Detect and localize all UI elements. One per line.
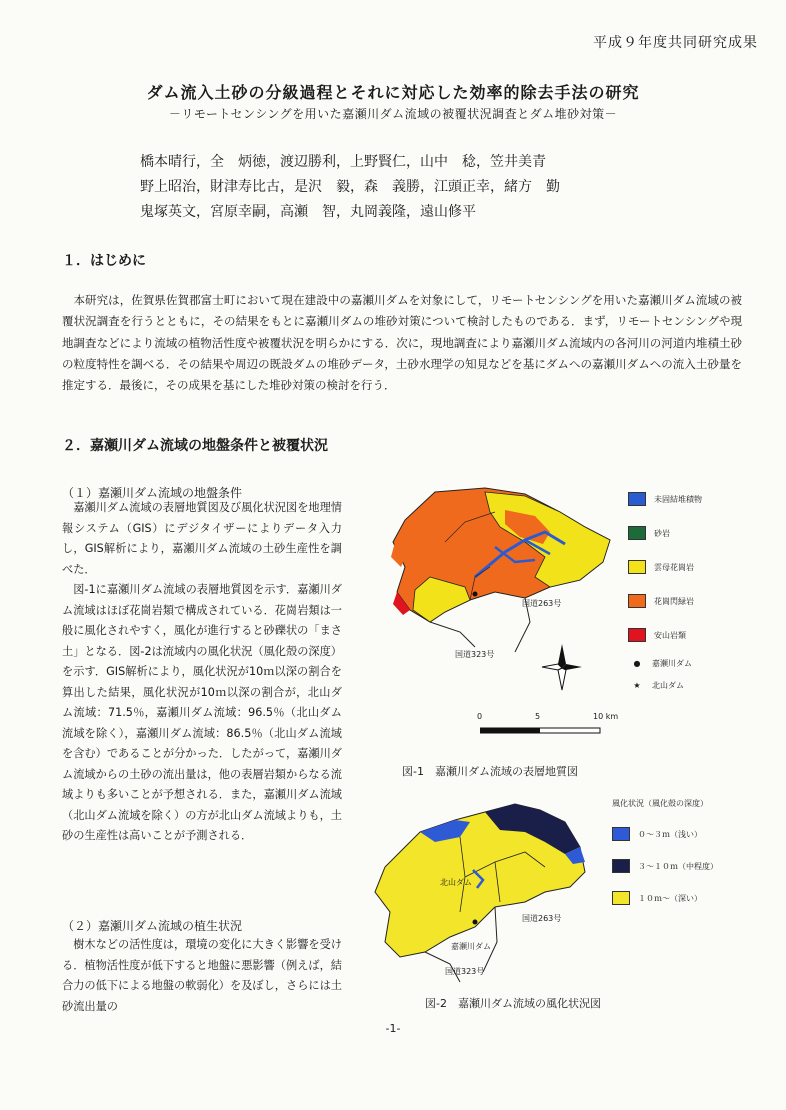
legend-swatch [628, 492, 646, 506]
north-arrow-icon [540, 642, 584, 696]
legend-item [628, 674, 738, 696]
legend-swatch [612, 891, 630, 905]
legend-swatch [628, 526, 646, 540]
figure1-legend [628, 488, 738, 696]
legend-item [628, 624, 738, 646]
legend-label: １０ｍ～（深い） [638, 893, 702, 903]
road-label: 国道323号 [455, 650, 495, 659]
scale-bar [475, 712, 635, 742]
paper-title: ダム流入土砂の分級過程とそれに対応した効率的除去手法の研究 [146, 83, 640, 102]
scale-label: 0 [477, 712, 483, 721]
subsection1-heading: （１）嘉瀬川ダム流域の地盤条件 [62, 486, 243, 500]
legend-swatch [628, 594, 646, 608]
section1-heading: １．はじめに [62, 253, 146, 269]
legend-label: 嘉瀬川ダム [652, 658, 692, 668]
figure1-map [375, 482, 625, 662]
subsection2-body [62, 935, 342, 1017]
legend-label: ０～３ｍ（浅い） [638, 829, 702, 839]
legend-item [628, 488, 738, 510]
legend-title: 風化状況（風化殻の深度） [612, 799, 708, 808]
map-label: 北山ダム [440, 878, 472, 887]
star-icon: ★ [633, 680, 641, 690]
paragraph: 嘉瀬川ダム流域の表層地質図及び風化状況図を地理情報システム（GIS）にデジタイザーによりデータ入力し，GIS解析により，嘉瀬川ダム流域の土砂生産性を調べた． [62, 501, 342, 576]
legend-item [628, 652, 738, 674]
figure2-legend [612, 798, 742, 909]
legend-item [612, 855, 742, 877]
geology-map [375, 482, 625, 662]
legend-label: 雲母花崗岩 [654, 562, 694, 572]
legend-label: 未固結堆積物 [654, 494, 702, 504]
section2-heading: ２．嘉瀬川ダム流域の地盤条件と被覆状況 [62, 438, 328, 454]
paper-subtitle: －リモートセンシングを用いた嘉瀬川ダム流域の被覆状況調査とダム堆砂対策－ [168, 107, 618, 121]
legend-label: 安山岩類 [654, 630, 686, 640]
figure1-caption: 図-1 嘉瀬川ダム流域の表層地質図 [402, 765, 578, 778]
figure2-map [365, 792, 605, 992]
header-note: 平成９年度共同研究成果 [593, 35, 758, 51]
author-line: 野上昭治，財津寿比古，是沢 毅，森 義勝，江頭正幸，緒方 勤 [140, 179, 560, 195]
paragraph: 樹木などの活性度は，環境の変化に大きく影響を受ける．植物活性度が低下すると地盤に悪影響（例えば，結合力の低下による地盤の軟弱化）を及ぼし，さらには土砂流出量の [62, 938, 342, 1013]
road-label: 国道263号 [522, 914, 562, 923]
legend-item [628, 590, 738, 612]
subsection1-body [62, 498, 342, 847]
page-number: -1- [385, 1022, 401, 1035]
legend-swatch [628, 628, 646, 642]
section1-body: 本研究は，佐賀県佐賀郡富士町において現在建設中の嘉瀬川ダムを対象にして，リモートセンシングを用いた嘉瀬川ダム流域の被覆状況調査を行うとともに，その結果をもとに嘉瀬川ダムの堆砂対策について検討したものである．まず，リモートセンシングや現地調査などにより流域の植物活性度や被覆状況を明らかにする．次に，現地調査により嘉瀬川ダム流域内の各河川の河道内堆積土砂の粒度特性を調べる．その結果や周辺の既設ダムの堆砂データ，土砂水理学の知見などを基にダムへの嘉瀬川ダムへの流入土砂量を推定する．最後に，その成果を基にした堆砂対策の検討を行う． [62, 293, 742, 393]
author-line: 橋本晴行，全 炳徳，渡辺勝利，上野賢仁，山中 稔，笠井美青 [140, 154, 546, 170]
road-label: 国道323号 [445, 967, 485, 976]
legend-label: 砂岩 [654, 528, 670, 538]
weathering-map [365, 792, 605, 992]
legend-label: 花崗閃緑岩 [654, 596, 694, 606]
road-label: 国道263号 [522, 599, 562, 608]
legend-item [628, 556, 738, 578]
dam-dot-icon: ● [633, 658, 641, 668]
author-line: 鬼塚英文，宮原幸嗣，高瀬 智，丸岡義隆，遠山修平 [140, 204, 476, 220]
subsection2-heading: （２）嘉瀬川ダム流域の植生状況 [62, 919, 243, 933]
author-list [140, 150, 700, 225]
legend-item [628, 522, 738, 544]
map-label: 嘉瀬川ダム [451, 942, 491, 951]
scale-label: 10 km [593, 712, 619, 721]
legend-swatch [612, 827, 630, 841]
paragraph: 図-1に嘉瀬川ダム流域の表層地質図を示す．嘉瀬川ダム流域はほぼ花崗岩類で構成されている．花崗岩類は一般に風化されやすく，風化が進行すると砂礫状の「まさ土」となる．図-2は流域内の風化状況（風化殻の深度）を示す．GIS解析により，風化状況が10ｍ以深の割合を算出した結果，風化状況が10ｍ以深の割合が，北山ダム流域：71.5％，嘉瀬川ダム流域：96.5％（北山ダム流域を除く），嘉瀬川ダム流域：86.5％（北山ダム流域を含む）であることが分かった．したがって，嘉瀬川ダム流域からの土砂の流出量は，他の表層岩類からなる流域よりも多いことが予想される．また，嘉瀬川ダム流域（北山ダム流域を除く）の方が北山ダム流域よりも，土砂の生産性は高いことが予測される． [62, 583, 342, 842]
legend-item [612, 823, 742, 845]
legend-swatch [628, 560, 646, 574]
legend-label: ３～１０ｍ（中程度） [638, 861, 718, 871]
figure2-caption: 図-2 嘉瀬川ダム流域の風化状況図 [425, 997, 601, 1010]
scale-label: 5 [535, 712, 541, 721]
legend-label: 北山ダム [652, 680, 684, 690]
legend-item [612, 887, 742, 909]
legend-swatch [612, 859, 630, 873]
